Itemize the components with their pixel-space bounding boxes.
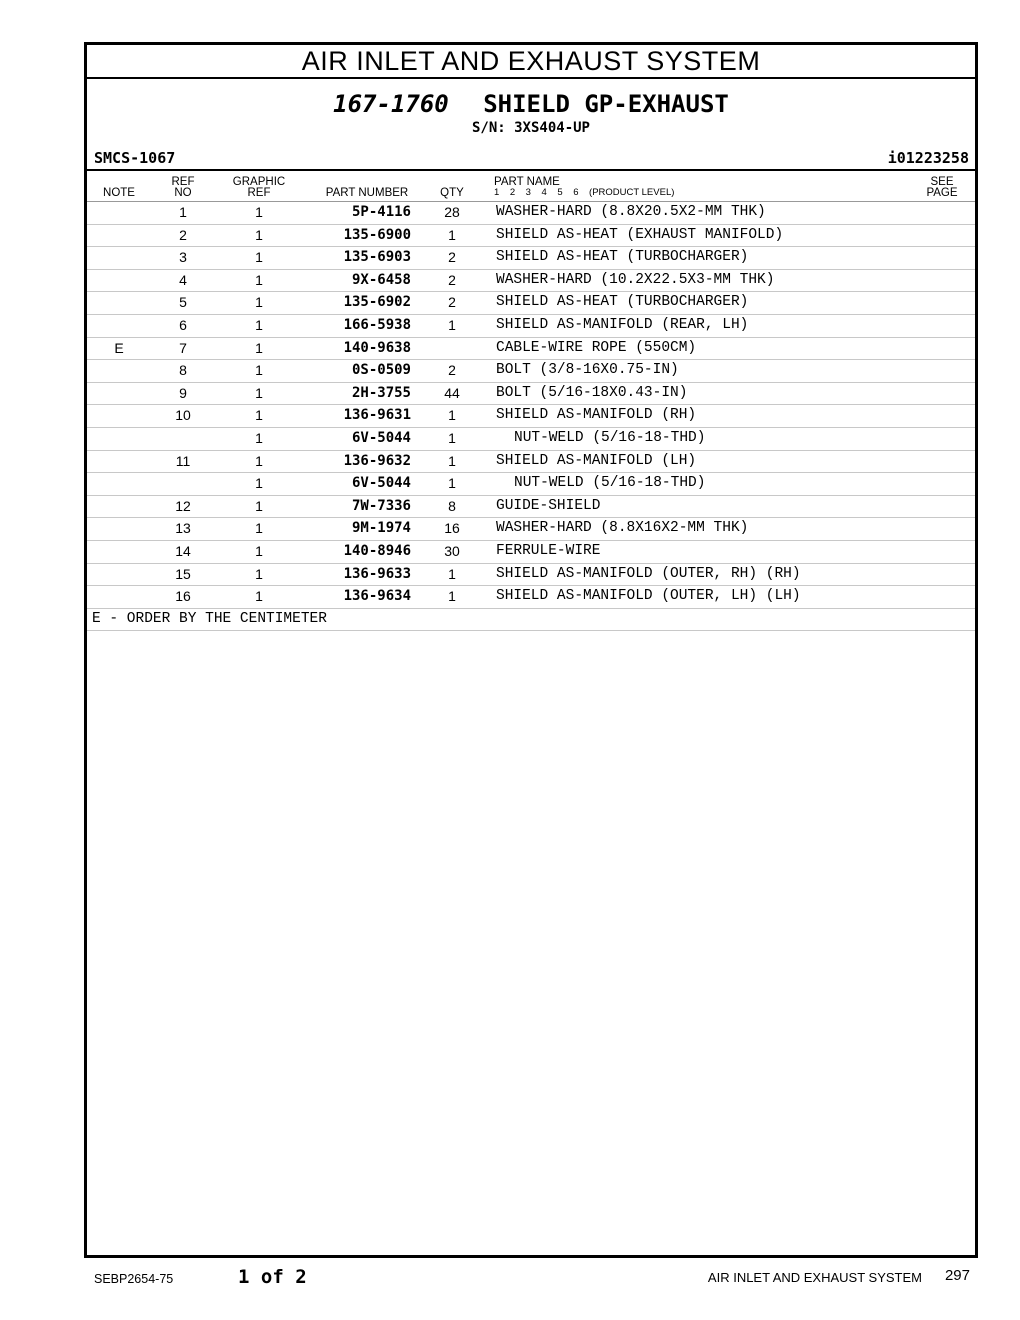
qty-cell: 1 — [448, 429, 456, 446]
qty-cell: 2 — [448, 271, 456, 288]
ref-no-cell: 9 — [179, 384, 187, 401]
part-name-cell: NUT-WELD (5/16-18-THD) — [514, 475, 706, 492]
table-row — [87, 315, 975, 338]
ref-no-cell: 14 — [175, 542, 191, 559]
ref-no-cell: 11 — [175, 452, 191, 469]
document-id: SEBP2654-75 — [94, 1272, 174, 1286]
table-row — [87, 541, 975, 564]
part-name-cell: SHIELD AS-MANIFOLD (OUTER, RH) (RH) — [496, 565, 801, 582]
graphic-ref-cell: 1 — [255, 407, 263, 424]
part-number-cell: 0S-0509 — [351, 362, 411, 379]
table-row — [87, 202, 975, 225]
table-row — [87, 586, 975, 609]
part-number-cell: 136-9634 — [343, 588, 411, 605]
table-row — [87, 473, 975, 496]
qty-cell: 2 — [448, 294, 456, 311]
table-header — [87, 171, 975, 202]
part-number-cell: 9X-6458 — [351, 271, 411, 288]
graphic-ref-cell: 1 — [255, 249, 263, 266]
serial-number: S/N: 3XS404-UP — [471, 120, 590, 136]
table-row — [87, 564, 975, 587]
qty-cell: 2 — [448, 249, 456, 266]
graphic-ref-cell: 1 — [255, 588, 263, 605]
part-number-cell: 140-8946 — [343, 542, 411, 559]
graphic-ref-cell: 1 — [255, 384, 263, 401]
qty-cell: 30 — [444, 542, 460, 559]
qty-cell: 2 — [448, 362, 456, 379]
part-number-cell: 136-9631 — [343, 407, 411, 424]
parts-list — [87, 202, 975, 609]
table-row — [87, 360, 975, 383]
col-see-line2: PAGE — [926, 187, 958, 199]
group-name: SHIELD GP-EXHAUST — [483, 90, 729, 118]
qty-cell: 1 — [448, 226, 456, 243]
ref-no-cell: 5 — [179, 294, 187, 311]
graphic-ref-cell: 1 — [255, 565, 263, 582]
part-number-cell: 5P-4116 — [351, 204, 411, 220]
col-product-levels: 1 2 3 4 5 6 (PRODUCT LEVEL) — [494, 187, 675, 198]
graphic-ref-cell: 1 — [255, 429, 263, 446]
graphic-ref-cell: 1 — [255, 339, 263, 356]
part-number-cell: 6V-5044 — [351, 475, 411, 492]
col-ref-line1: REF — [171, 176, 195, 188]
part-number-cell: 135-6900 — [343, 226, 411, 243]
ref-no-cell: 7 — [179, 339, 187, 356]
table-row — [87, 518, 975, 541]
parts-page-frame — [84, 42, 978, 1258]
part-number-cell: 7W-7336 — [351, 497, 411, 514]
part-name-cell: SHIELD AS-MANIFOLD (LH) — [496, 452, 697, 469]
table-row — [87, 270, 975, 293]
qty-cell: 16 — [444, 520, 460, 537]
ref-no-cell: 16 — [175, 588, 191, 605]
graphic-ref-cell: 1 — [255, 452, 263, 469]
col-see-line1: SEE — [930, 176, 954, 188]
graphic-ref-cell: 1 — [255, 226, 263, 243]
part-name-cell: WASHER-HARD (8.8X16X2-MM THK) — [496, 520, 749, 537]
ref-no-cell: 4 — [179, 271, 187, 288]
page-of: 1 of 2 — [238, 1266, 307, 1288]
part-name-cell: CABLE-WIRE ROPE (550CM) — [496, 339, 697, 356]
ref-no-cell: 15 — [175, 565, 191, 582]
table-row — [87, 496, 975, 519]
page-footer — [0, 1262, 1020, 1292]
group-heading — [87, 89, 975, 119]
graphic-ref-cell: 1 — [255, 362, 263, 379]
table-row — [87, 292, 975, 315]
table-row — [87, 338, 975, 361]
graphic-ref-cell: 1 — [255, 520, 263, 537]
part-name-cell: GUIDE-SHIELD — [496, 497, 601, 514]
part-name-cell: SHIELD AS-MANIFOLD (RH) — [496, 407, 697, 424]
qty-cell: 1 — [448, 565, 456, 582]
footnote: E - ORDER BY THE CENTIMETER — [87, 609, 975, 632]
part-name-cell: SHIELD AS-HEAT (TURBOCHARGER) — [496, 294, 749, 311]
graphic-ref-cell: 1 — [255, 294, 263, 311]
qty-cell: 1 — [448, 452, 456, 469]
part-name-cell: WASHER-HARD (8.8X20.5X2-MM THK) — [496, 204, 766, 220]
col-graphic-line2: REF — [247, 187, 271, 199]
ref-no-cell: 12 — [175, 497, 191, 514]
part-number-cell: 135-6902 — [343, 294, 411, 311]
section-title: AIR INLET AND EXHAUST SYSTEM — [87, 45, 975, 79]
qty-cell: 1 — [448, 407, 456, 424]
part-name-cell: FERRULE-WIRE — [496, 542, 601, 559]
graphic-ref-cell: 1 — [255, 542, 263, 559]
part-name-cell: SHIELD AS-MANIFOLD (OUTER, LH) (LH) — [496, 588, 801, 605]
graphic-ref-cell: 1 — [255, 497, 263, 514]
qty-cell: 1 — [448, 316, 456, 333]
part-name-cell: BOLT (5/16-18X0.43-IN) — [496, 384, 688, 401]
part-name-cell: WASHER-HARD (10.2X22.5X3-MM THK) — [496, 271, 775, 288]
part-name-cell: SHIELD AS-HEAT (TURBOCHARGER) — [496, 249, 749, 266]
page-number: 297 — [944, 1267, 970, 1284]
col-ref-line2: NO — [174, 187, 192, 199]
table-row — [87, 405, 975, 428]
part-name-cell: SHIELD AS-HEAT (EXHAUST MANIFOLD) — [496, 226, 784, 243]
ref-no-cell: 6 — [179, 316, 187, 333]
part-number-cell: 9M-1974 — [351, 520, 411, 537]
table-row — [87, 225, 975, 248]
ref-no-cell: 2 — [179, 226, 187, 243]
id-bar — [87, 147, 975, 171]
part-number-cell: 166-5938 — [343, 316, 411, 333]
col-part-name: PART NAME — [494, 176, 560, 188]
table-row — [87, 428, 975, 451]
graphic-ref-cell: 1 — [255, 475, 263, 492]
table-row — [87, 247, 975, 270]
part-number-cell: 140-9638 — [343, 339, 411, 356]
part-number-cell: 2H-3755 — [351, 384, 411, 401]
ref-no-cell: 8 — [179, 362, 187, 379]
part-number-cell: 135-6903 — [343, 249, 411, 266]
qty-cell: 28 — [444, 204, 460, 220]
ref-no-cell: 10 — [175, 407, 191, 424]
qty-cell: 8 — [448, 497, 456, 514]
table-row — [87, 383, 975, 406]
footer-section: AIR INLET AND EXHAUST SYSTEM — [707, 1270, 922, 1285]
col-note: NOTE — [103, 187, 135, 199]
qty-cell: 1 — [448, 475, 456, 492]
graphic-ref-cell: 1 — [255, 204, 263, 220]
part-number-cell: 136-9632 — [343, 452, 411, 469]
table-row — [87, 451, 975, 474]
part-number-cell: 136-9633 — [343, 565, 411, 582]
ref-no-cell: 3 — [179, 249, 187, 266]
graphic-ref-cell: 1 — [255, 271, 263, 288]
group-number: 167-1760 — [333, 90, 449, 118]
note-cell: E — [114, 339, 124, 356]
part-name-cell: NUT-WELD (5/16-18-THD) — [514, 429, 706, 446]
smcs-code: SMCS-1067 — [94, 149, 176, 167]
part-number-cell: 6V-5044 — [351, 429, 411, 446]
qty-cell: 1 — [448, 588, 456, 605]
col-qty: QTY — [440, 187, 464, 199]
col-part-number: PART NUMBER — [325, 187, 409, 199]
ref-no-cell: 13 — [175, 520, 191, 537]
illustration-id: i01223258 — [887, 149, 969, 167]
part-name-cell: BOLT (3/8-16X0.75-IN) — [496, 362, 679, 379]
qty-cell: 44 — [444, 384, 460, 401]
col-graphic-line1: GRAPHIC — [232, 176, 286, 188]
graphic-ref-cell: 1 — [255, 316, 263, 333]
ref-no-cell: 1 — [179, 204, 187, 220]
part-name-cell: SHIELD AS-MANIFOLD (REAR, LH) — [496, 316, 749, 333]
